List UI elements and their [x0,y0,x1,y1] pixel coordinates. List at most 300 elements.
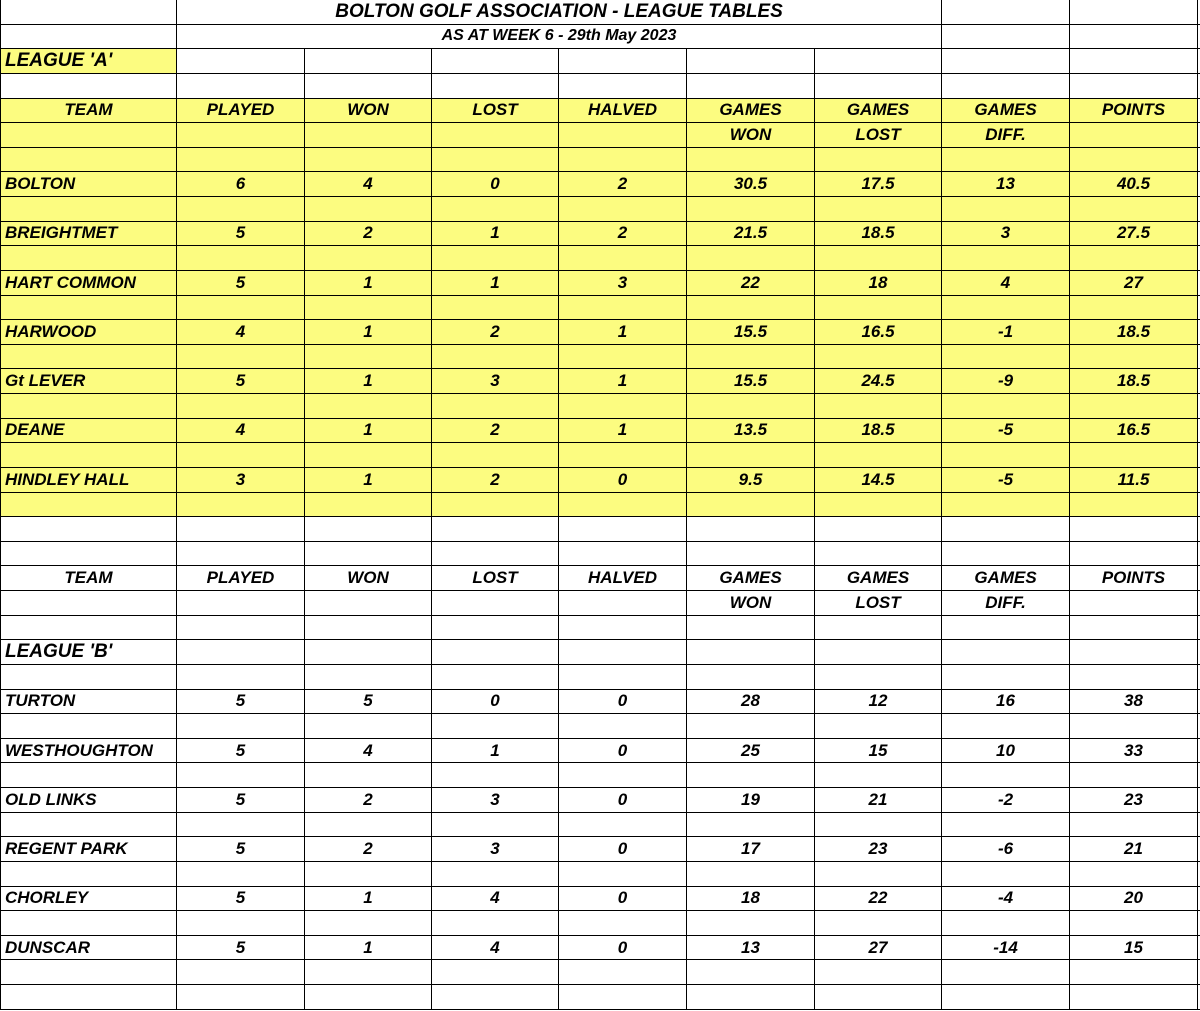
team-name[interactable]: HART COMMON [0,271,177,296]
halved-value[interactable]: 0 [559,468,687,493]
header-games-diff-2[interactable]: DIFF. [942,591,1070,616]
empty-cell[interactable] [815,985,942,1010]
empty-cell[interactable] [815,665,942,690]
empty-cell[interactable] [559,345,687,370]
won-value[interactable]: 1 [305,887,432,912]
empty-cell[interactable] [1070,616,1198,641]
points-value[interactable]: 40.5 [1070,172,1198,197]
empty-cell[interactable] [942,985,1070,1010]
won-value[interactable]: 1 [305,271,432,296]
league-b-label[interactable]: LEAGUE 'B' [0,640,177,665]
points-value[interactable]: 18.5 [1070,320,1198,345]
empty-cell[interactable] [0,813,177,838]
empty-cell[interactable] [687,911,815,936]
games-lost-value[interactable]: 22 [815,887,942,912]
lost-value[interactable]: 2 [432,468,559,493]
empty-cell[interactable] [559,985,687,1010]
empty-cell[interactable] [815,640,942,665]
games-won-value[interactable]: 15.5 [687,320,815,345]
empty-cell[interactable] [305,813,432,838]
empty-cell[interactable] [0,0,177,25]
empty-cell[interactable] [432,985,559,1010]
games-won-value[interactable]: 25 [687,739,815,764]
empty-cell[interactable] [559,394,687,419]
team-name[interactable]: TURTON [0,690,177,715]
empty-cell[interactable] [432,443,559,468]
halved-value[interactable]: 0 [559,690,687,715]
empty-cell[interactable] [432,714,559,739]
empty-cell[interactable] [1070,862,1198,887]
games-lost-value[interactable]: 24.5 [815,369,942,394]
empty-cell[interactable] [942,345,1070,370]
empty-cell[interactable] [942,616,1070,641]
empty-cell[interactable] [0,911,177,936]
header-played[interactable]: PLAYED [177,566,305,591]
empty-cell[interactable] [687,394,815,419]
games-lost-value[interactable]: 14.5 [815,468,942,493]
empty-cell[interactable] [305,394,432,419]
games-diff-value[interactable]: -6 [942,837,1070,862]
empty-cell[interactable] [1070,911,1198,936]
empty-cell[interactable] [305,542,432,567]
empty-cell[interactable] [815,148,942,173]
empty-cell[interactable] [559,813,687,838]
games-lost-value[interactable]: 18 [815,271,942,296]
team-name[interactable]: Gt LEVER [0,369,177,394]
empty-cell[interactable] [1070,813,1198,838]
points-value[interactable]: 18.5 [1070,369,1198,394]
games-diff-value[interactable]: 4 [942,271,1070,296]
points-value[interactable]: 27.5 [1070,222,1198,247]
empty-cell[interactable] [1070,443,1198,468]
games-won-value[interactable]: 13 [687,936,815,961]
header-lost[interactable]: LOST [432,566,559,591]
team-name[interactable]: BREIGHTMET [0,222,177,247]
games-won-value[interactable]: 21.5 [687,222,815,247]
empty-cell[interactable] [0,714,177,739]
empty-cell[interactable] [687,517,815,542]
empty-cell[interactable] [0,394,177,419]
header-team[interactable]: TEAM [0,99,177,124]
games-won-value[interactable]: 30.5 [687,172,815,197]
empty-cell[interactable] [432,591,559,616]
games-lost-value[interactable]: 16.5 [815,320,942,345]
empty-cell[interactable] [432,616,559,641]
empty-cell[interactable] [942,960,1070,985]
empty-cell[interactable] [815,345,942,370]
empty-cell[interactable] [177,862,305,887]
empty-cell[interactable] [559,49,687,74]
empty-cell[interactable] [942,665,1070,690]
team-name[interactable]: HARWOOD [0,320,177,345]
empty-cell[interactable] [177,246,305,271]
games-diff-value[interactable]: 16 [942,690,1070,715]
games-diff-value[interactable]: -1 [942,320,1070,345]
header-games-lost-2[interactable]: LOST [815,123,942,148]
lost-value[interactable]: 0 [432,690,559,715]
empty-cell[interactable] [0,74,177,99]
empty-cell[interactable] [815,296,942,321]
points-value[interactable]: 23 [1070,788,1198,813]
empty-cell[interactable] [177,985,305,1010]
empty-cell[interactable] [432,148,559,173]
empty-cell[interactable] [687,862,815,887]
empty-cell[interactable] [177,296,305,321]
header-games-lost[interactable]: GAMES [815,99,942,124]
points-value[interactable]: 33 [1070,739,1198,764]
empty-cell[interactable] [687,985,815,1010]
team-name[interactable]: CHORLEY [0,887,177,912]
empty-cell[interactable] [432,813,559,838]
empty-cell[interactable] [687,813,815,838]
header-points[interactable]: POINTS [1070,566,1198,591]
empty-cell[interactable] [177,665,305,690]
played-value[interactable]: 5 [177,222,305,247]
empty-cell[interactable] [177,123,305,148]
empty-cell[interactable] [432,123,559,148]
games-diff-value[interactable]: 10 [942,739,1070,764]
empty-cell[interactable] [432,74,559,99]
empty-cell[interactable] [559,616,687,641]
empty-cell[interactable] [687,345,815,370]
played-value[interactable]: 5 [177,271,305,296]
empty-cell[interactable] [942,640,1070,665]
empty-cell[interactable] [0,542,177,567]
header-halved[interactable]: HALVED [559,99,687,124]
empty-cell[interactable] [432,862,559,887]
empty-cell[interactable] [942,394,1070,419]
played-value[interactable]: 5 [177,887,305,912]
empty-cell[interactable] [305,616,432,641]
empty-cell[interactable] [942,197,1070,222]
page-subtitle[interactable]: AS AT WEEK 6 - 29th May 2023 [177,25,942,50]
empty-cell[interactable] [687,960,815,985]
empty-cell[interactable] [942,813,1070,838]
empty-cell[interactable] [559,640,687,665]
empty-cell[interactable] [815,960,942,985]
points-value[interactable]: 20 [1070,887,1198,912]
team-name[interactable]: DUNSCAR [0,936,177,961]
empty-cell[interactable] [432,665,559,690]
empty-cell[interactable] [0,517,177,542]
team-name[interactable]: REGENT PARK [0,837,177,862]
played-value[interactable]: 5 [177,369,305,394]
empty-cell[interactable] [942,911,1070,936]
halved-value[interactable]: 1 [559,419,687,444]
halved-value[interactable]: 0 [559,739,687,764]
empty-cell[interactable] [559,493,687,518]
games-diff-value[interactable]: 13 [942,172,1070,197]
empty-cell[interactable] [1070,517,1198,542]
empty-cell[interactable] [687,763,815,788]
games-won-value[interactable]: 19 [687,788,815,813]
empty-cell[interactable] [177,394,305,419]
games-lost-value[interactable]: 27 [815,936,942,961]
empty-cell[interactable] [815,493,942,518]
halved-value[interactable]: 0 [559,788,687,813]
empty-cell[interactable] [177,616,305,641]
empty-cell[interactable] [559,148,687,173]
empty-cell[interactable] [942,517,1070,542]
empty-cell[interactable] [559,714,687,739]
games-lost-value[interactable]: 15 [815,739,942,764]
empty-cell[interactable] [559,542,687,567]
empty-cell[interactable] [432,394,559,419]
empty-cell[interactable] [942,296,1070,321]
empty-cell[interactable] [687,542,815,567]
empty-cell[interactable] [305,443,432,468]
empty-cell[interactable] [177,591,305,616]
empty-cell[interactable] [432,296,559,321]
games-won-value[interactable]: 22 [687,271,815,296]
empty-cell[interactable] [1070,591,1198,616]
empty-cell[interactable] [305,493,432,518]
empty-cell[interactable] [687,197,815,222]
empty-cell[interactable] [942,493,1070,518]
empty-cell[interactable] [177,49,305,74]
lost-value[interactable]: 3 [432,837,559,862]
team-name[interactable]: DEANE [0,419,177,444]
empty-cell[interactable] [432,640,559,665]
empty-cell[interactable] [687,246,815,271]
header-halved[interactable]: HALVED [559,566,687,591]
games-lost-value[interactable]: 18.5 [815,419,942,444]
points-value[interactable]: 15 [1070,936,1198,961]
lost-value[interactable]: 1 [432,271,559,296]
halved-value[interactable]: 2 [559,172,687,197]
empty-cell[interactable] [305,665,432,690]
points-value[interactable]: 27 [1070,271,1198,296]
header-games-lost[interactable]: GAMES [815,566,942,591]
header-won[interactable]: WON [305,99,432,124]
header-games-diff[interactable]: GAMES [942,566,1070,591]
empty-cell[interactable] [305,640,432,665]
empty-cell[interactable] [687,49,815,74]
empty-cell[interactable] [305,49,432,74]
empty-cell[interactable] [559,911,687,936]
games-lost-value[interactable]: 12 [815,690,942,715]
empty-cell[interactable] [1070,714,1198,739]
games-diff-value[interactable]: -5 [942,468,1070,493]
lost-value[interactable]: 2 [432,419,559,444]
empty-cell[interactable] [0,25,177,50]
empty-cell[interactable] [305,345,432,370]
empty-cell[interactable] [815,714,942,739]
header-lost[interactable]: LOST [432,99,559,124]
empty-cell[interactable] [1070,960,1198,985]
empty-cell[interactable] [942,0,1070,25]
games-won-value[interactable]: 18 [687,887,815,912]
halved-value[interactable]: 3 [559,271,687,296]
header-team[interactable]: TEAM [0,566,177,591]
empty-cell[interactable] [1070,394,1198,419]
empty-cell[interactable] [305,911,432,936]
empty-cell[interactable] [177,443,305,468]
empty-cell[interactable] [177,345,305,370]
empty-cell[interactable] [1070,542,1198,567]
header-played[interactable]: PLAYED [177,99,305,124]
empty-cell[interactable] [815,443,942,468]
empty-cell[interactable] [942,542,1070,567]
empty-cell[interactable] [559,862,687,887]
halved-value[interactable]: 2 [559,222,687,247]
empty-cell[interactable] [815,49,942,74]
team-name[interactable]: OLD LINKS [0,788,177,813]
empty-cell[interactable] [559,296,687,321]
halved-value[interactable]: 0 [559,837,687,862]
empty-cell[interactable] [687,74,815,99]
empty-cell[interactable] [815,517,942,542]
empty-cell[interactable] [177,493,305,518]
won-value[interactable]: 1 [305,320,432,345]
empty-cell[interactable] [942,862,1070,887]
empty-cell[interactable] [687,148,815,173]
empty-cell[interactable] [1070,246,1198,271]
team-name[interactable]: HINDLEY HALL [0,468,177,493]
games-diff-value[interactable]: -4 [942,887,1070,912]
empty-cell[interactable] [1070,985,1198,1010]
empty-cell[interactable] [0,862,177,887]
points-value[interactable]: 21 [1070,837,1198,862]
empty-cell[interactable] [559,74,687,99]
empty-cell[interactable] [1070,49,1198,74]
empty-cell[interactable] [0,123,177,148]
lost-value[interactable]: 1 [432,222,559,247]
empty-cell[interactable] [177,148,305,173]
empty-cell[interactable] [687,640,815,665]
games-diff-value[interactable]: -14 [942,936,1070,961]
games-won-value[interactable]: 17 [687,837,815,862]
empty-cell[interactable] [1070,0,1198,25]
empty-cell[interactable] [177,763,305,788]
won-value[interactable]: 5 [305,690,432,715]
empty-cell[interactable] [177,714,305,739]
team-name[interactable]: WESTHOUGHTON [0,739,177,764]
empty-cell[interactable] [432,542,559,567]
empty-cell[interactable] [177,813,305,838]
halved-value[interactable]: 0 [559,936,687,961]
empty-cell[interactable] [177,960,305,985]
header-games-won[interactable]: GAMES [687,566,815,591]
header-games-won[interactable]: GAMES [687,99,815,124]
empty-cell[interactable] [305,985,432,1010]
empty-cell[interactable] [177,542,305,567]
empty-cell[interactable] [942,246,1070,271]
header-won[interactable]: WON [305,566,432,591]
empty-cell[interactable] [687,665,815,690]
empty-cell[interactable] [687,714,815,739]
empty-cell[interactable] [559,960,687,985]
empty-cell[interactable] [815,911,942,936]
games-diff-value[interactable]: -9 [942,369,1070,394]
lost-value[interactable]: 1 [432,739,559,764]
header-games-lost-2[interactable]: LOST [815,591,942,616]
empty-cell[interactable] [432,197,559,222]
lost-value[interactable]: 3 [432,788,559,813]
empty-cell[interactable] [305,862,432,887]
played-value[interactable]: 4 [177,419,305,444]
played-value[interactable]: 5 [177,739,305,764]
games-won-value[interactable]: 9.5 [687,468,815,493]
empty-cell[interactable] [942,714,1070,739]
empty-cell[interactable] [177,640,305,665]
empty-cell[interactable] [305,960,432,985]
empty-cell[interactable] [559,197,687,222]
empty-cell[interactable] [559,763,687,788]
empty-cell[interactable] [1070,25,1198,50]
won-value[interactable]: 4 [305,739,432,764]
lost-value[interactable]: 2 [432,320,559,345]
halved-value[interactable]: 1 [559,369,687,394]
lost-value[interactable]: 4 [432,936,559,961]
empty-cell[interactable] [432,493,559,518]
empty-cell[interactable] [0,985,177,1010]
played-value[interactable]: 5 [177,788,305,813]
empty-cell[interactable] [687,443,815,468]
won-value[interactable]: 1 [305,936,432,961]
points-value[interactable]: 11.5 [1070,468,1198,493]
empty-cell[interactable] [0,616,177,641]
empty-cell[interactable] [0,148,177,173]
points-value[interactable]: 38 [1070,690,1198,715]
empty-cell[interactable] [1070,493,1198,518]
empty-cell[interactable] [1070,296,1198,321]
empty-cell[interactable] [177,197,305,222]
league-a-label[interactable]: LEAGUE 'A' [0,49,177,74]
empty-cell[interactable] [305,517,432,542]
empty-cell[interactable] [305,714,432,739]
empty-cell[interactable] [942,763,1070,788]
empty-cell[interactable] [432,517,559,542]
empty-cell[interactable] [0,197,177,222]
played-value[interactable]: 4 [177,320,305,345]
games-lost-value[interactable]: 18.5 [815,222,942,247]
empty-cell[interactable] [942,25,1070,50]
empty-cell[interactable] [0,443,177,468]
empty-cell[interactable] [0,246,177,271]
empty-cell[interactable] [1070,148,1198,173]
empty-cell[interactable] [432,960,559,985]
empty-cell[interactable] [815,197,942,222]
played-value[interactable]: 3 [177,468,305,493]
empty-cell[interactable] [305,763,432,788]
points-value[interactable]: 16.5 [1070,419,1198,444]
empty-cell[interactable] [305,74,432,99]
empty-cell[interactable] [559,517,687,542]
header-points[interactable]: POINTS [1070,99,1198,124]
games-won-value[interactable]: 28 [687,690,815,715]
empty-cell[interactable] [815,862,942,887]
empty-cell[interactable] [0,493,177,518]
lost-value[interactable]: 3 [432,369,559,394]
games-diff-value[interactable]: 3 [942,222,1070,247]
won-value[interactable]: 1 [305,468,432,493]
empty-cell[interactable] [1070,345,1198,370]
empty-cell[interactable] [0,345,177,370]
empty-cell[interactable] [942,74,1070,99]
empty-cell[interactable] [305,197,432,222]
played-value[interactable]: 5 [177,936,305,961]
empty-cell[interactable] [432,246,559,271]
empty-cell[interactable] [559,246,687,271]
lost-value[interactable]: 0 [432,172,559,197]
empty-cell[interactable] [0,296,177,321]
empty-cell[interactable] [687,296,815,321]
won-value[interactable]: 1 [305,419,432,444]
games-won-value[interactable]: 15.5 [687,369,815,394]
won-value[interactable]: 2 [305,222,432,247]
played-value[interactable]: 6 [177,172,305,197]
